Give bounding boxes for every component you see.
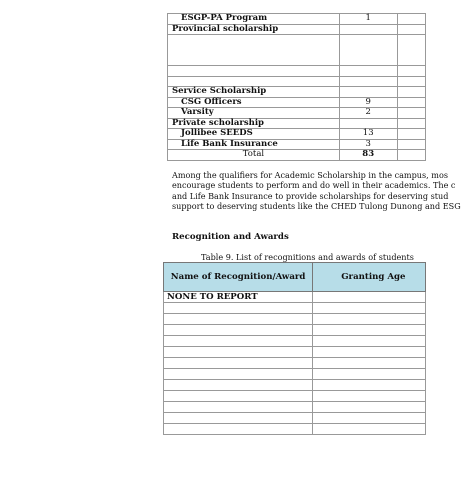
awards-table xyxy=(163,262,426,435)
table-row xyxy=(168,35,426,66)
section-heading: Recognition and Awards xyxy=(172,232,289,242)
row-label: Private scholarship xyxy=(168,118,340,129)
table-row xyxy=(164,292,426,303)
row-label xyxy=(168,76,340,87)
row-label xyxy=(168,35,340,66)
table-caption: Table 9. List of recognitions and awards of students xyxy=(201,252,414,262)
row-value xyxy=(339,118,397,129)
table-row xyxy=(168,118,426,129)
row-value xyxy=(339,66,397,77)
table-row xyxy=(164,391,426,402)
total-value: 83 xyxy=(339,150,397,161)
row-value: 1 xyxy=(339,14,397,25)
table-row xyxy=(164,336,426,347)
paragraph-line: and Life Bank Insurance to provide scholarships for deserving stud xyxy=(172,190,449,201)
table-row xyxy=(168,97,426,108)
table-row xyxy=(164,303,426,314)
table-row xyxy=(164,380,426,391)
row-label: ESGP-PA Program xyxy=(168,14,340,25)
table-row xyxy=(168,139,426,150)
paragraph-line: encourage students to perform and do well in their academics. The c xyxy=(172,180,456,191)
table-row xyxy=(164,314,426,325)
table-row xyxy=(168,76,426,87)
table-row xyxy=(164,325,426,336)
table-row xyxy=(164,402,426,413)
row-label: Varsity xyxy=(168,108,340,119)
row-label: Jollibee SEEDS xyxy=(168,129,340,140)
paragraph-line: support to deserving students like the CHED Tulong Dunong and ESG xyxy=(172,201,461,212)
header-granting-agency: Granting Age xyxy=(313,263,426,292)
total-label: Total xyxy=(168,150,340,161)
total-row xyxy=(168,150,426,161)
row-label xyxy=(168,66,340,77)
row-value xyxy=(339,76,397,87)
scholarship-paragraph xyxy=(172,170,472,212)
awards-header-row xyxy=(164,263,426,292)
row-value: 3 xyxy=(339,139,397,150)
row-value xyxy=(339,35,397,66)
table-row xyxy=(168,129,426,140)
none-to-report: NONE TO REPORT xyxy=(164,292,313,303)
header-recognition-name: Name of Recognition/Award xyxy=(164,263,313,292)
row-value: 13 xyxy=(339,129,397,140)
row-label: Service Scholarship xyxy=(168,87,340,98)
row-value: 2 xyxy=(339,108,397,119)
row-label: CSG Officers xyxy=(168,97,340,108)
table-row xyxy=(168,108,426,119)
row-value: 9 xyxy=(339,97,397,108)
row-value xyxy=(339,24,397,35)
table-row xyxy=(164,369,426,380)
table-row xyxy=(164,424,426,435)
table-row xyxy=(168,14,426,25)
table-row xyxy=(164,358,426,369)
table-row xyxy=(168,87,426,98)
table-row xyxy=(168,24,426,35)
paragraph-line: Among the qualifiers for Academic Scholarship in the campus, mos xyxy=(172,170,449,180)
table-row xyxy=(168,66,426,77)
table-row xyxy=(164,413,426,424)
row-label: Provincial scholarship xyxy=(168,24,340,35)
table-row xyxy=(164,347,426,358)
row-label: Life Bank Insurance xyxy=(168,139,340,150)
row-value xyxy=(339,87,397,98)
scholarship-table xyxy=(167,13,426,161)
